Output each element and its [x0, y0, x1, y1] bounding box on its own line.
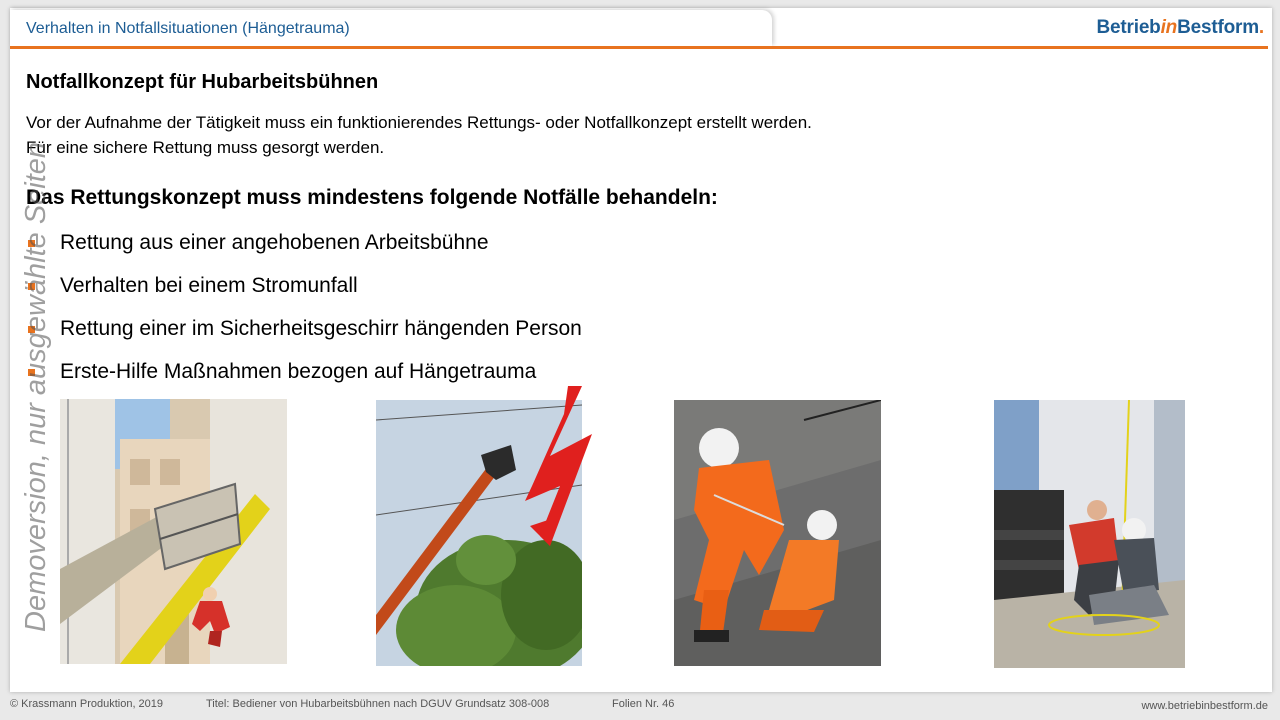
section-heading: Das Rettungskonzept muss mindestens folgende Notfälle behandeln:: [26, 186, 718, 209]
emergency-list: [26, 228, 582, 400]
footer-slide-number: Folien Nr. 46: [612, 698, 675, 710]
intro-line: Vor der Aufnahme der Tätigkeit muss ein funktionierendes Rettungs- oder Notfallkonzept erstellt werden.: [26, 113, 812, 132]
header-divider: [10, 46, 1268, 49]
footer-url[interactable]: www.betriebinbestform.de: [1141, 700, 1268, 712]
list-item: Rettung aus einer angehobenen Arbeitsbühne: [26, 228, 582, 271]
page-title: Notfallkonzept für Hubarbeitsbühnen: [26, 71, 379, 93]
brand-logo: BetriebinBestform.: [1096, 17, 1264, 38]
intro-text: [26, 110, 1086, 160]
demo-watermark: Demoversion, nur ausgewählte Seiten: [20, 141, 52, 632]
lightning-bolt-icon: [520, 386, 595, 546]
photo-rope-rescue: [674, 400, 881, 666]
list-item: Erste-Hilfe Maßnahmen bezogen auf Hängetrauma: [26, 357, 582, 400]
list-item: Rettung einer im Sicherheitsgeschirr hängenden Person: [26, 314, 582, 357]
photo-platform-rescue: [60, 399, 287, 664]
photo-first-aid: [994, 400, 1185, 668]
footer-copyright: © Krassmann Produktion, 2019: [10, 698, 164, 710]
slide-section-title: Verhalten in Notfallsituationen (Hängetrauma): [26, 20, 350, 37]
intro-line: Für eine sichere Rettung muss gesorgt werden.: [26, 138, 385, 157]
footer-title: Titel: Bediener von Hubarbeitsbühnen nach DGUV Grundsatz 308-008: [206, 698, 550, 710]
list-item: Verhalten bei einem Stromunfall: [26, 271, 582, 314]
